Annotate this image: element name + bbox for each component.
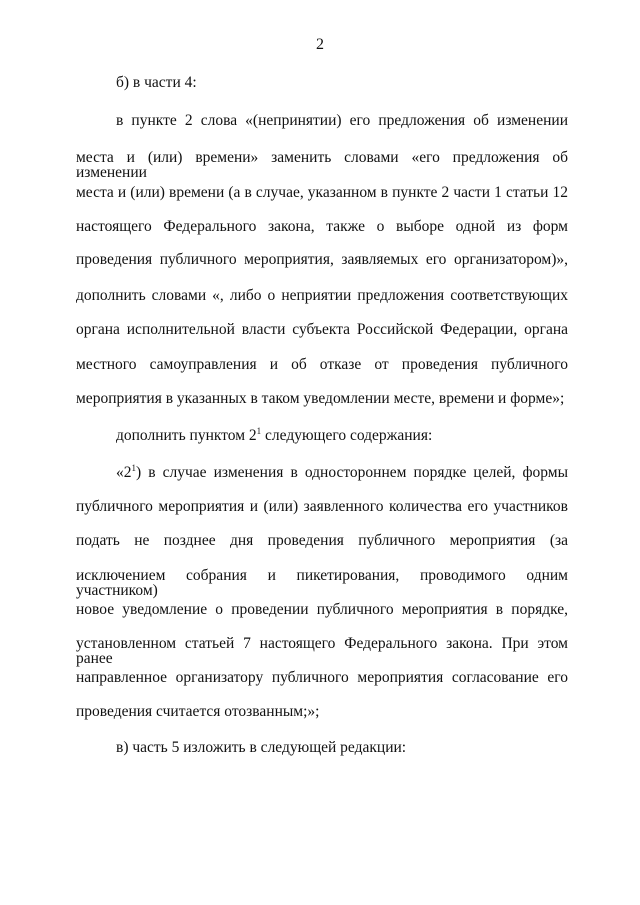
paragraph-line: места и (или) времени» заменить словами «его предложения об изменении [76,149,568,181]
paragraph-line: органа исполнительной власти субъекта Российской Федерации, органа [76,321,568,338]
paragraph-line: направленное организатору публичного мероприятия согласование его [76,669,568,686]
text-fragment: ) в случае изменения в одностороннем порядке целей, формы [136,464,568,481]
paragraph-line: местного самоуправления и об отказе от проведения публичного [76,356,568,373]
paragraph-line: настоящего Федерального закона, также о выборе одной из форм [76,218,568,235]
paragraph-line: подать не позднее дня проведения публичного мероприятия (за [76,532,568,549]
paragraph-line: мероприятия в указанных в таком уведомлении месте, времени и форме»; [76,390,565,407]
subitem-b-heading: б) в части 4: [116,74,197,91]
paragraph-line [76,465,568,480]
page-number: 2 [316,36,324,53]
paragraph-line: места и (или) времени (а в случае, указанном в пункте 2 части 1 статьи 12 [76,184,568,201]
text-fragment: дополнить пунктом 2 [116,427,257,444]
paragraph-line: дополнить словами «, либо о неприятии предложения соответствующих [76,287,568,304]
text-fragment: следующего содержания: [261,427,433,444]
paragraph-line: в пункте 2 слова «(непринятии) его предложения об изменении [116,112,568,129]
paragraph-line [76,428,432,443]
superscript: 1 [256,426,262,436]
paragraph-line: новое уведомление о проведении публичного мероприятия в порядке, [76,601,568,618]
paragraph-line: публичного мероприятия и (или) заявленного количества его участников [76,498,568,515]
paragraph-line: установленном статьей 7 настоящего Федерального закона. При этом ранее [76,635,568,667]
paragraph-line: исключением собрания и пикетирования, проводимого одним участником) [76,567,568,599]
paragraph-line: проведения считается отозванным;»; [76,703,320,720]
text-fragment: «2 [116,464,132,481]
paragraph-line: проведения публичного мероприятия, заявляемых его организатором)», [76,251,568,268]
subitem-v-heading: в) часть 5 изложить в следующей редакции: [116,739,407,756]
superscript: 1 [131,463,136,473]
